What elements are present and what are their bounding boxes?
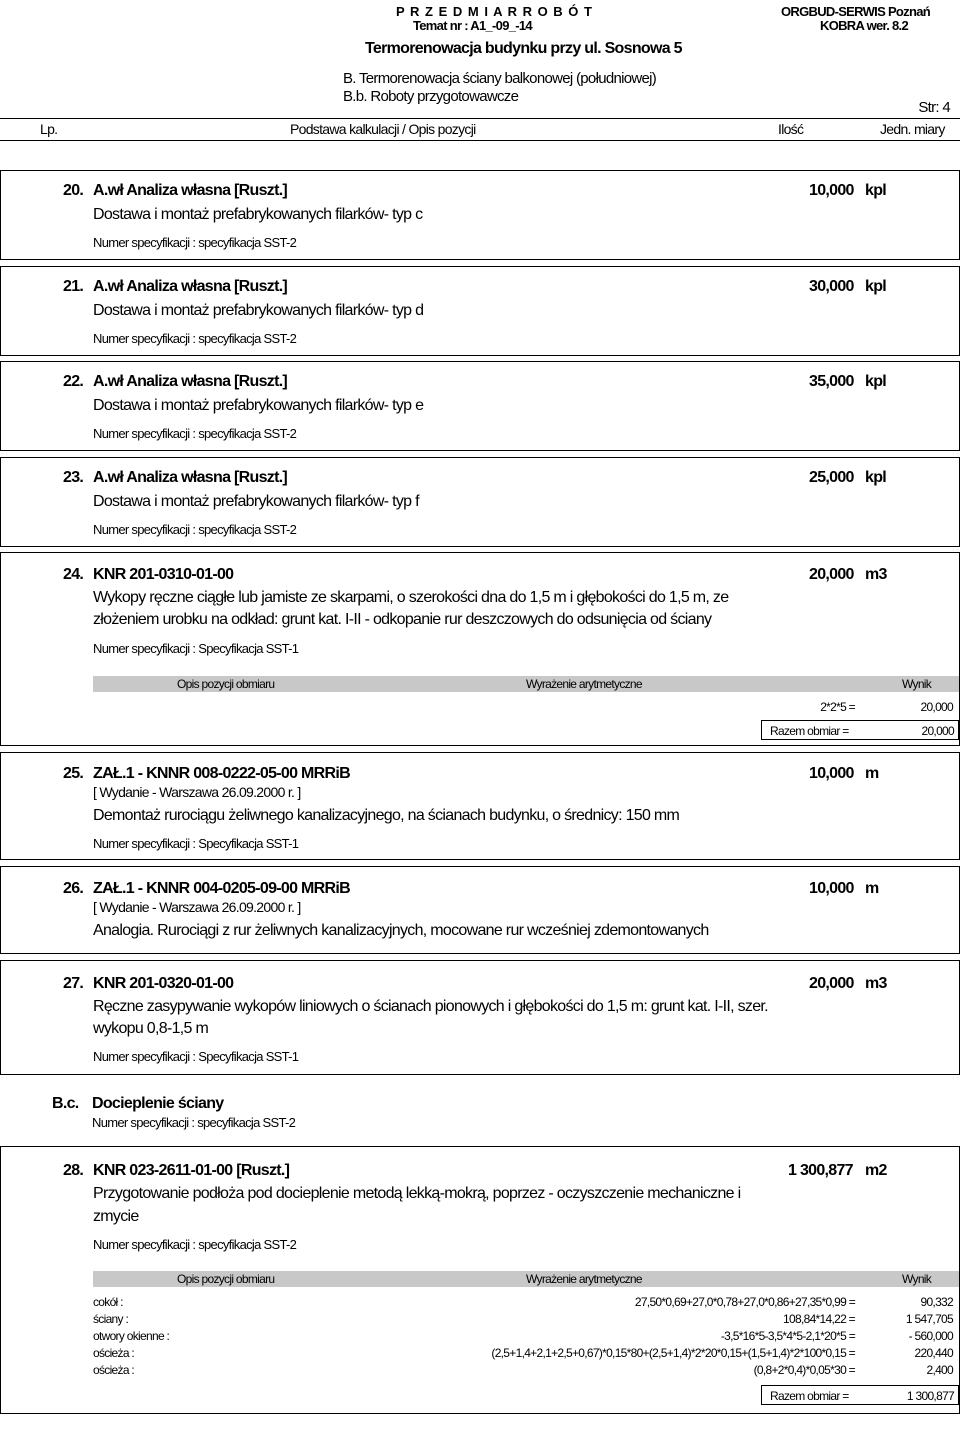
item-qty: 10,000 <box>809 765 854 782</box>
meas-row-label: ściany : <box>93 1312 129 1326</box>
item-basis: KNR 201-0310-01-00 <box>93 566 234 583</box>
topic-number: Temat nr : A1_-09_-14 <box>413 18 532 33</box>
meas-row-result: 1 547,705 <box>905 1312 953 1326</box>
company-name: ORGBUD-SERWIS Poznań <box>781 4 930 19</box>
item-unit: m3 <box>865 975 887 992</box>
item-basis: KNR 201-0320-01-00 <box>93 975 234 992</box>
item-24 <box>0 552 960 746</box>
meas-row-expression: (2,5+1,4+2,1+2,5+0,67)*0,15*80+(2,5+1,4)*2*20*0,15+(1,5+1,4)*2*100*0,15 = <box>491 1346 855 1360</box>
item-basis: A.wł Analiza własna [Ruszt.] <box>93 373 288 390</box>
item-basis: KNR 023-2611-01-00 [Ruszt.] <box>93 1162 290 1179</box>
section-bc-lp: B.c. <box>52 1095 79 1112</box>
item-spec: Numer specyfikacji : Specyfikacja SST-1 <box>93 641 299 656</box>
item-qty: 1 300,877 <box>788 1162 853 1179</box>
item-unit: m3 <box>865 566 887 583</box>
item-spec: Numer specyfikacji : specyfikacja SST-2 <box>93 426 297 441</box>
item-description: Dostawa i montaż prefabrykowanych filarków- typ f <box>93 493 419 510</box>
item-spec: Numer specyfikacji : Specyfikacja SST-1 <box>93 836 299 851</box>
razem-box <box>761 1385 959 1405</box>
item-edition-note: [ Wydanie - Warszawa 26.09.2000 r. ] <box>93 784 301 800</box>
item-basis: A.wł Analiza własna [Ruszt.] <box>93 278 288 295</box>
item-25 <box>0 752 960 860</box>
meas-row-label: cokół : <box>93 1295 123 1309</box>
item-qty: 35,000 <box>809 373 854 390</box>
item-description: Dostawa i montaż prefabrykowanych filarków- typ e <box>93 397 424 414</box>
meas-row-result: 90,332 <box>920 1295 953 1309</box>
item-description: Demontaż rurociągu żeliwnego kanalizacyjnego, na ścianach budynku, o średnicy: 150 mm <box>93 807 680 824</box>
item-lp: 21. <box>63 278 84 295</box>
item-description-line2: zmycie <box>93 1208 139 1225</box>
item-lp: 20. <box>63 182 84 199</box>
item-description-line2: wykopu 0,8-1,5 m <box>93 1020 209 1037</box>
meas-col-expression: Wyrażenie arytmetyczne <box>526 677 642 691</box>
razem-value: 20,000 <box>921 724 954 738</box>
meas-row-result: 2,400 <box>926 1363 953 1377</box>
item-21 <box>0 266 960 356</box>
meas-row-result: - 560,000 <box>908 1329 953 1343</box>
measurement-header <box>93 676 959 692</box>
page-title: Termorenowacja budynku przy ul. Sosnowa 5 <box>365 40 682 57</box>
meas-col-description: Opis pozycji obmiaru <box>177 677 275 691</box>
item-description-line1: Ręczne zasypywanie wykopów liniowych o ścianach pionowych i głębokości do 1,5 m: grunt kat. I-II, szer. <box>93 998 768 1015</box>
meas-row-label: ościeża : <box>93 1346 135 1360</box>
item-qty: 10,000 <box>809 182 854 199</box>
meas-result: 20,000 <box>920 700 953 714</box>
header-rule-top <box>0 118 960 119</box>
item-spec: Numer specyfikacji : Specyfikacja SST-1 <box>93 1049 299 1064</box>
item-26 <box>0 866 960 954</box>
column-unit: Jedn. miary <box>880 121 945 137</box>
item-qty: 25,000 <box>809 469 854 486</box>
item-lp: 28. <box>63 1162 84 1179</box>
item-spec: Numer specyfikacji : specyfikacja SST-2 <box>93 1237 297 1252</box>
razem-label: Razem obmiar = <box>770 1389 849 1403</box>
item-description: Dostawa i montaż prefabrykowanych filarków- typ d <box>93 302 424 319</box>
item-27 <box>0 960 960 1075</box>
item-unit: kpl <box>865 182 887 199</box>
column-basis: Podstawa kalkulacji / Opis pozycji <box>290 121 476 137</box>
item-description-line1: Wykopy ręczne ciągłe lub jamiste ze skarpami, o szerokości dna do 1,5 m i głębokości do 1,5 m, ze <box>93 589 729 606</box>
document-type: P R Z E D M I A R R O B Ó T <box>396 4 593 19</box>
item-description-line2: złożeniem urobku na odkład: grunt kat. I-II - odkopanie rur deszczowych do odsunięcia od ściany <box>93 611 712 628</box>
item-unit: kpl <box>865 469 887 486</box>
item-basis: A.wł Analiza własna [Ruszt.] <box>93 469 288 486</box>
item-spec: Numer specyfikacji : specyfikacja SST-2 <box>93 235 297 250</box>
item-unit: m <box>865 880 879 897</box>
meas-row-expression: -3,5*16*5-3,5*4*5-2,1*20*5 = <box>720 1329 855 1343</box>
meas-row-label: otwory okienne : <box>93 1329 170 1343</box>
section-bb-title: B.b. Roboty przygotowawcze <box>343 88 519 105</box>
item-lp: 24. <box>63 566 84 583</box>
item-qty: 10,000 <box>809 880 854 897</box>
header-rule-bottom <box>0 140 960 141</box>
item-28 <box>0 1146 960 1414</box>
section-bc-title: Docieplenie ściany <box>92 1095 224 1112</box>
meas-col-result: Wynik <box>902 1272 932 1286</box>
item-23 <box>0 457 960 547</box>
item-22 <box>0 361 960 451</box>
meas-row-result: 220,440 <box>914 1346 953 1360</box>
item-qty: 20,000 <box>809 566 854 583</box>
page-number: Str: 4 <box>918 99 950 116</box>
column-qty: Ilość <box>778 121 804 137</box>
item-lp: 23. <box>63 469 84 486</box>
item-spec: Numer specyfikacji : specyfikacja SST-2 <box>93 522 297 537</box>
meas-row-expression: 27,50*0,69+27,0*0,78+27,0*0,86+27,35*0,99 = <box>634 1295 855 1309</box>
item-description: Analogia. Rurociągi z rur żeliwnych kanalizacyjnych, mocowane rur wcześniej zdemontowanych <box>93 922 709 939</box>
item-lp: 22. <box>63 373 84 390</box>
item-basis: ZAŁ.1 - KNNR 008-0222-05-00 MRRiB <box>93 765 350 782</box>
item-unit: kpl <box>865 373 887 390</box>
razem-value: 1 300,877 <box>906 1389 954 1403</box>
item-qty: 30,000 <box>809 278 854 295</box>
item-basis: A.wł Analiza własna [Ruszt.] <box>93 182 288 199</box>
item-lp: 25. <box>63 765 84 782</box>
measurement-header <box>93 1271 959 1287</box>
software-version: KOBRA wer. 8.2 <box>820 18 908 33</box>
item-unit: m2 <box>865 1162 887 1179</box>
item-20 <box>0 170 960 260</box>
meas-col-description: Opis pozycji obmiaru <box>177 1272 275 1286</box>
item-unit: kpl <box>865 278 887 295</box>
razem-label: Razem obmiar = <box>770 724 849 738</box>
item-unit: m <box>865 765 879 782</box>
meas-expression: 2*2*5 = <box>820 700 855 714</box>
item-lp: 26. <box>63 880 84 897</box>
meas-col-expression: Wyrażenie arytmetyczne <box>526 1272 642 1286</box>
item-edition-note: [ Wydanie - Warszawa 26.09.2000 r. ] <box>93 899 301 915</box>
meas-row-expression: (0,8+2*0,4)*0,05*30 = <box>753 1363 855 1377</box>
meas-col-result: Wynik <box>902 677 932 691</box>
razem-box <box>761 720 959 740</box>
item-spec: Numer specyfikacji : specyfikacja SST-2 <box>93 331 297 346</box>
item-qty: 20,000 <box>809 975 854 992</box>
meas-row-expression: 108,84*14,22 = <box>783 1312 855 1326</box>
item-description: Dostawa i montaż prefabrykowanych filarków- typ c <box>93 206 423 223</box>
section-b-title: B. Termorenowacja ściany balkonowej (południowej) <box>343 70 657 87</box>
item-basis: ZAŁ.1 - KNNR 004-0205-09-00 MRRiB <box>93 880 350 897</box>
item-lp: 27. <box>63 975 84 992</box>
column-lp: Lp. <box>40 121 58 137</box>
meas-row-label: ościeża : <box>93 1363 135 1377</box>
section-bc-spec: Numer specyfikacji : specyfikacja SST-2 <box>92 1115 296 1130</box>
item-description-line1: Przygotowanie podłoża pod docieplenie metodą lekką-mokrą, poprzez - oczyszczenie mechaniczne i <box>93 1185 741 1202</box>
